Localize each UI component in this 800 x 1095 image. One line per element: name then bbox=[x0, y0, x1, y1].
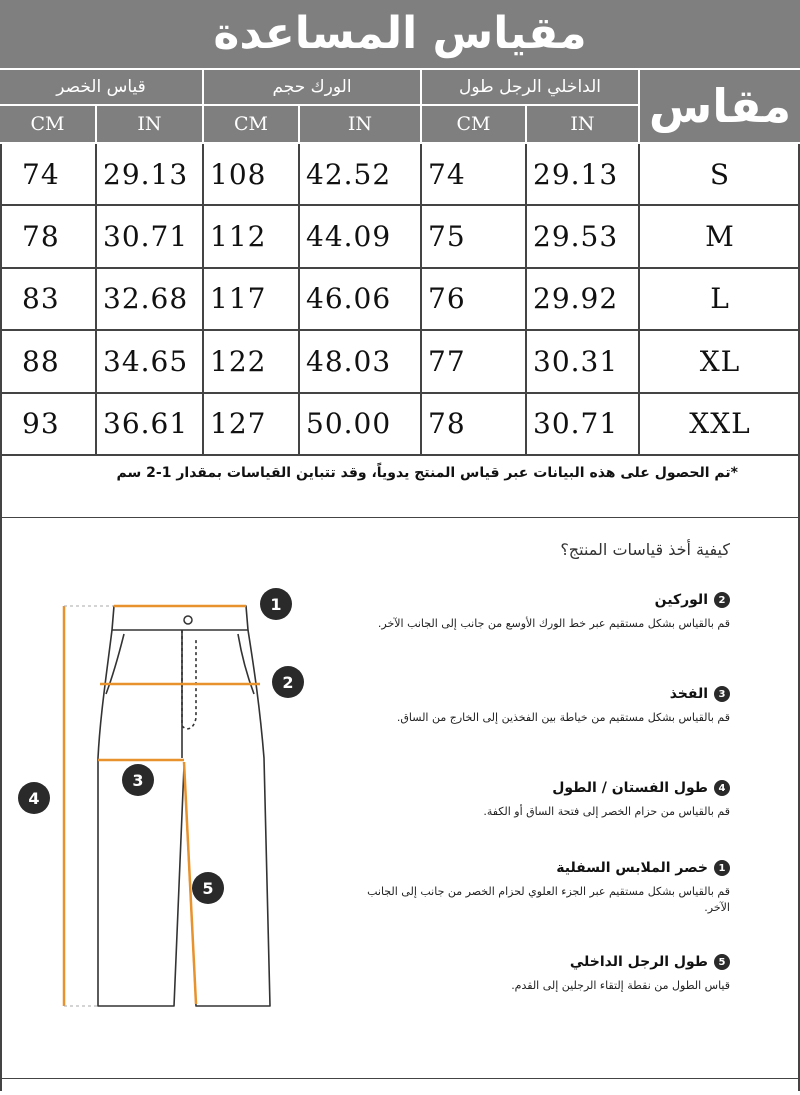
header-hip: الورك حجم bbox=[204, 70, 422, 106]
title-bar bbox=[0, 0, 800, 70]
header-waist: قياس الخصر bbox=[0, 70, 204, 106]
guide-item-length bbox=[350, 780, 730, 820]
unit-waist-cm: CM bbox=[0, 106, 97, 144]
table-cell: 93 bbox=[0, 394, 97, 456]
size-label: L bbox=[640, 269, 800, 331]
table-cell: 32.68 bbox=[97, 269, 204, 331]
guide-item-desc: قم بالقياس بشكل مستقيم عبر خط الورك الأوسع من جانب إلى الجانب الآخر. bbox=[377, 617, 730, 630]
size-label: M bbox=[640, 206, 800, 268]
size-label: S bbox=[640, 144, 800, 206]
table-cell: 112 bbox=[204, 206, 300, 268]
unit-hip-cm: CM bbox=[204, 106, 300, 144]
table-cell: 50.00 bbox=[300, 394, 422, 456]
number-badge: 2 bbox=[714, 592, 730, 608]
measurement-note: *تم الحصول على هذه البيانات عبر قياس المنتج يدوياً، وقد تتباين القياسات بمقدار 1-2 سم bbox=[116, 465, 738, 481]
guide-item-title: خصر الملابس السفلية bbox=[556, 860, 708, 876]
button-icon bbox=[184, 616, 192, 624]
number-badge: 5 bbox=[714, 954, 730, 970]
number-badge: 1 bbox=[714, 860, 730, 876]
table-title: مقياس المساعدة bbox=[213, 8, 587, 59]
table-cell: 30.31 bbox=[527, 331, 640, 393]
marker-1: 1 bbox=[260, 588, 292, 620]
header-size: مقاس bbox=[640, 70, 800, 144]
table-cell: 108 bbox=[204, 144, 300, 206]
table-cell: 117 bbox=[204, 269, 300, 331]
table-cell: 48.03 bbox=[300, 331, 422, 393]
table-cell: 74 bbox=[422, 144, 527, 206]
unit-waist-in: IN bbox=[97, 106, 204, 144]
guide-item-desc: قم بالقياس من حزام الخصر إلى فتحة الساق أو الكفة. bbox=[483, 805, 730, 818]
measurement-note-box bbox=[0, 456, 800, 518]
size-label: XL bbox=[640, 331, 800, 393]
pants-waistband bbox=[112, 606, 248, 630]
guide-item-title: طول الفستان / الطول bbox=[552, 780, 708, 796]
table-cell: 46.06 bbox=[300, 269, 422, 331]
number-badge: 3 bbox=[714, 686, 730, 702]
table-cell: 127 bbox=[204, 394, 300, 456]
table-cell: 122 bbox=[204, 331, 300, 393]
guide-title: كيفية أخذ قياسات المنتج؟ bbox=[560, 540, 730, 559]
table-cell: 75 bbox=[422, 206, 527, 268]
table-cell: 78 bbox=[422, 394, 527, 456]
pants-diagram bbox=[2, 518, 322, 1091]
table-cell: 29.13 bbox=[527, 144, 640, 206]
header-inseam: الداخلي الرجل طول bbox=[422, 70, 640, 106]
table-cell: 29.53 bbox=[527, 206, 640, 268]
pants-fly bbox=[182, 630, 196, 729]
unit-inseam-in: IN bbox=[527, 106, 640, 144]
guide-item-hips bbox=[350, 592, 730, 632]
guide-item-title: الوركين bbox=[654, 592, 708, 608]
unit-inseam-cm: CM bbox=[422, 106, 527, 144]
table-cell: 42.52 bbox=[300, 144, 422, 206]
marker-4: 4 bbox=[18, 782, 50, 814]
guide-item-desc: قم بالقياس بشكل مستقيم عبر الجزء العلوي لحزام الخصر من جانب إلى الجانب الآخر. bbox=[367, 885, 730, 914]
table-cell: 77 bbox=[422, 331, 527, 393]
table-cell: 83 bbox=[0, 269, 97, 331]
marker-2: 2 bbox=[272, 666, 304, 698]
table-cell: 88 bbox=[0, 331, 97, 393]
number-badge: 4 bbox=[714, 780, 730, 796]
guide-item-desc: قياس الطول من نقطة إلتقاء الرجلين إلى القدم. bbox=[511, 979, 730, 992]
table-cell: 76 bbox=[422, 269, 527, 331]
guide-item-waist bbox=[350, 860, 730, 916]
table-cell: 34.65 bbox=[97, 331, 204, 393]
marker-5: 5 bbox=[192, 872, 224, 904]
table-cell: 30.71 bbox=[527, 394, 640, 456]
table-cell: 29.13 bbox=[97, 144, 204, 206]
table-cell: 30.71 bbox=[97, 206, 204, 268]
guide-item-title: طول الرجل الداخلي bbox=[569, 954, 708, 970]
table-cell: 29.92 bbox=[527, 269, 640, 331]
guide-item-inseam bbox=[350, 954, 730, 994]
table-cell: 74 bbox=[0, 144, 97, 206]
guide-item-title: الفخذ bbox=[669, 686, 708, 702]
guide-item-thigh bbox=[350, 686, 730, 726]
unit-hip-in: IN bbox=[300, 106, 422, 144]
pants-outline bbox=[98, 630, 270, 1006]
measurement-guide bbox=[0, 518, 800, 1091]
bottom-border bbox=[0, 1078, 800, 1079]
marker-3: 3 bbox=[122, 764, 154, 796]
table-cell: 44.09 bbox=[300, 206, 422, 268]
table-cell: 78 bbox=[0, 206, 97, 268]
size-label: XXL bbox=[640, 394, 800, 456]
table-cell: 36.61 bbox=[97, 394, 204, 456]
guide-item-desc: قم بالقياس بشكل مستقيم من خياطة بين الفخذين إلى الخارج من الساق. bbox=[396, 711, 730, 724]
